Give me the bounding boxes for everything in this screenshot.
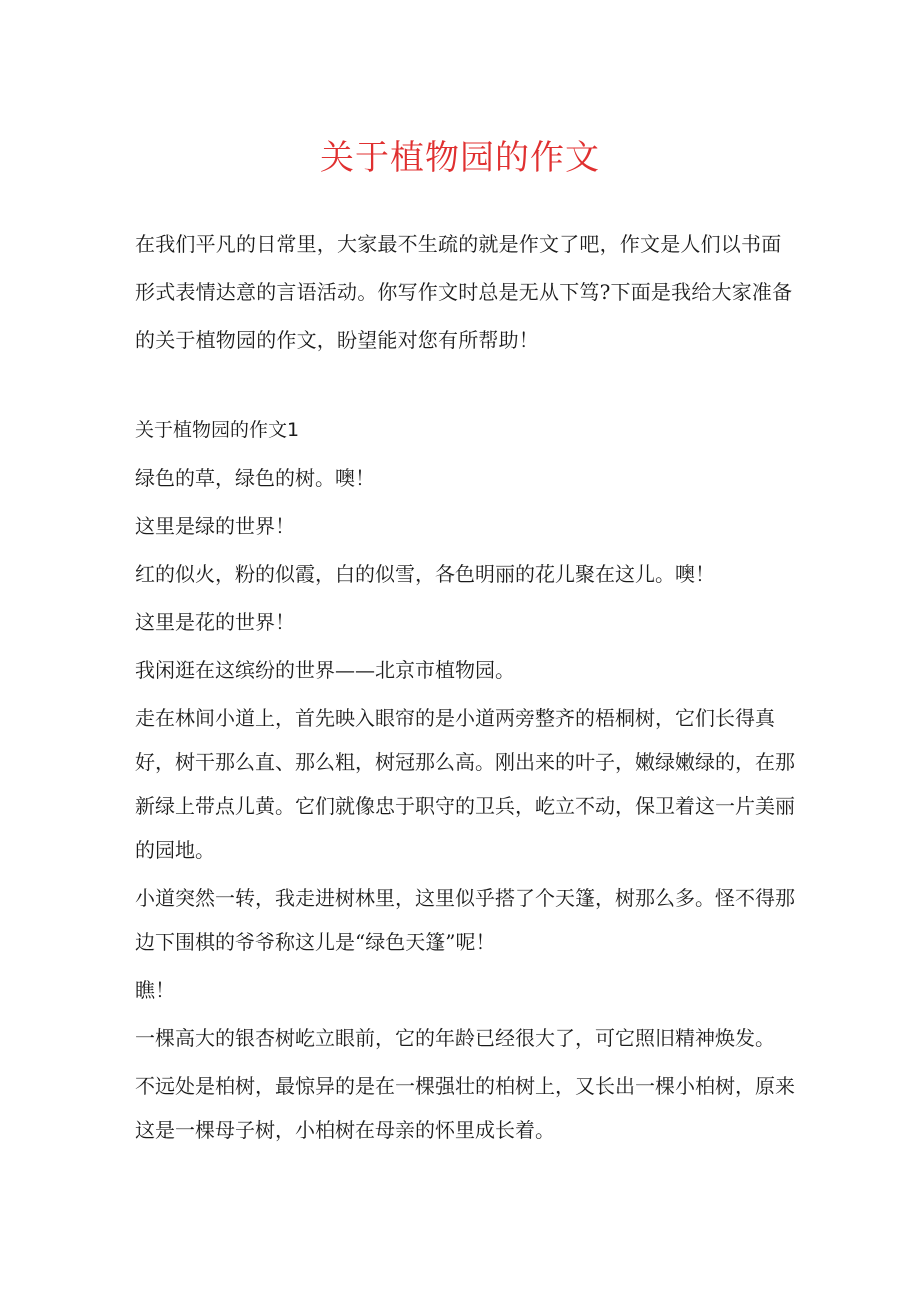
document-title: 关于植物园的作文 (320, 138, 600, 178)
paragraph: 一棵高大的银杏树屹立眼前，它的年龄已经很大了，可它照旧精神焕发。 (135, 1026, 775, 1050)
paragraph: 走在林间小道上，首先映入眼帘的是小道两旁整齐的梧桐树，它们长得真好，树干那么直、那么粗，树冠那么高。刚出来的叶子，嫩绿嫩绿的，在那新绿上带点儿黄。它们就像忠于职守的卫兵，屹立不动，保卫着这一片美丽的园地。 (135, 706, 795, 862)
paragraph: 这里是绿的世界！ (135, 514, 295, 538)
paragraph: 我闲逛在这缤纷的世界——北京市植物园。 (135, 658, 515, 682)
paragraph: 小道突然一转，我走进树林里，这里似乎搭了个天篷，树那么多。怪不得那边下围棋的爷爷称这儿是“绿色天篷”呢！ (135, 886, 795, 954)
paragraph: 绿色的草，绿色的树。噢！ (135, 466, 375, 490)
paragraph: 不远处是柏树，最惊异的是在一棵强壮的柏树上，又长出一棵小柏树，原来这是一棵母子树，小柏树在母亲的怀里成长着。 (135, 1074, 795, 1142)
intro-paragraph: 在我们平凡的日常里，大家最不生疏的就是作文了吧，作文是人们以书面形式表情达意的言语活动。你写作文时总是无从下笃?下面是我给大家准备的关于植物园的作文，盼望能对您有所帮助！ (135, 232, 793, 352)
paragraph: 瞧！ (135, 978, 175, 1002)
section-heading: 关于植物园的作文1 (135, 419, 300, 441)
essay-content (135, 408, 795, 1152)
paragraph: 红的似火，粉的似霞，白的似雪，各色明丽的花儿聚在这儿。噢！ (135, 562, 715, 586)
paragraph: 这里是花的世界！ (135, 610, 295, 634)
